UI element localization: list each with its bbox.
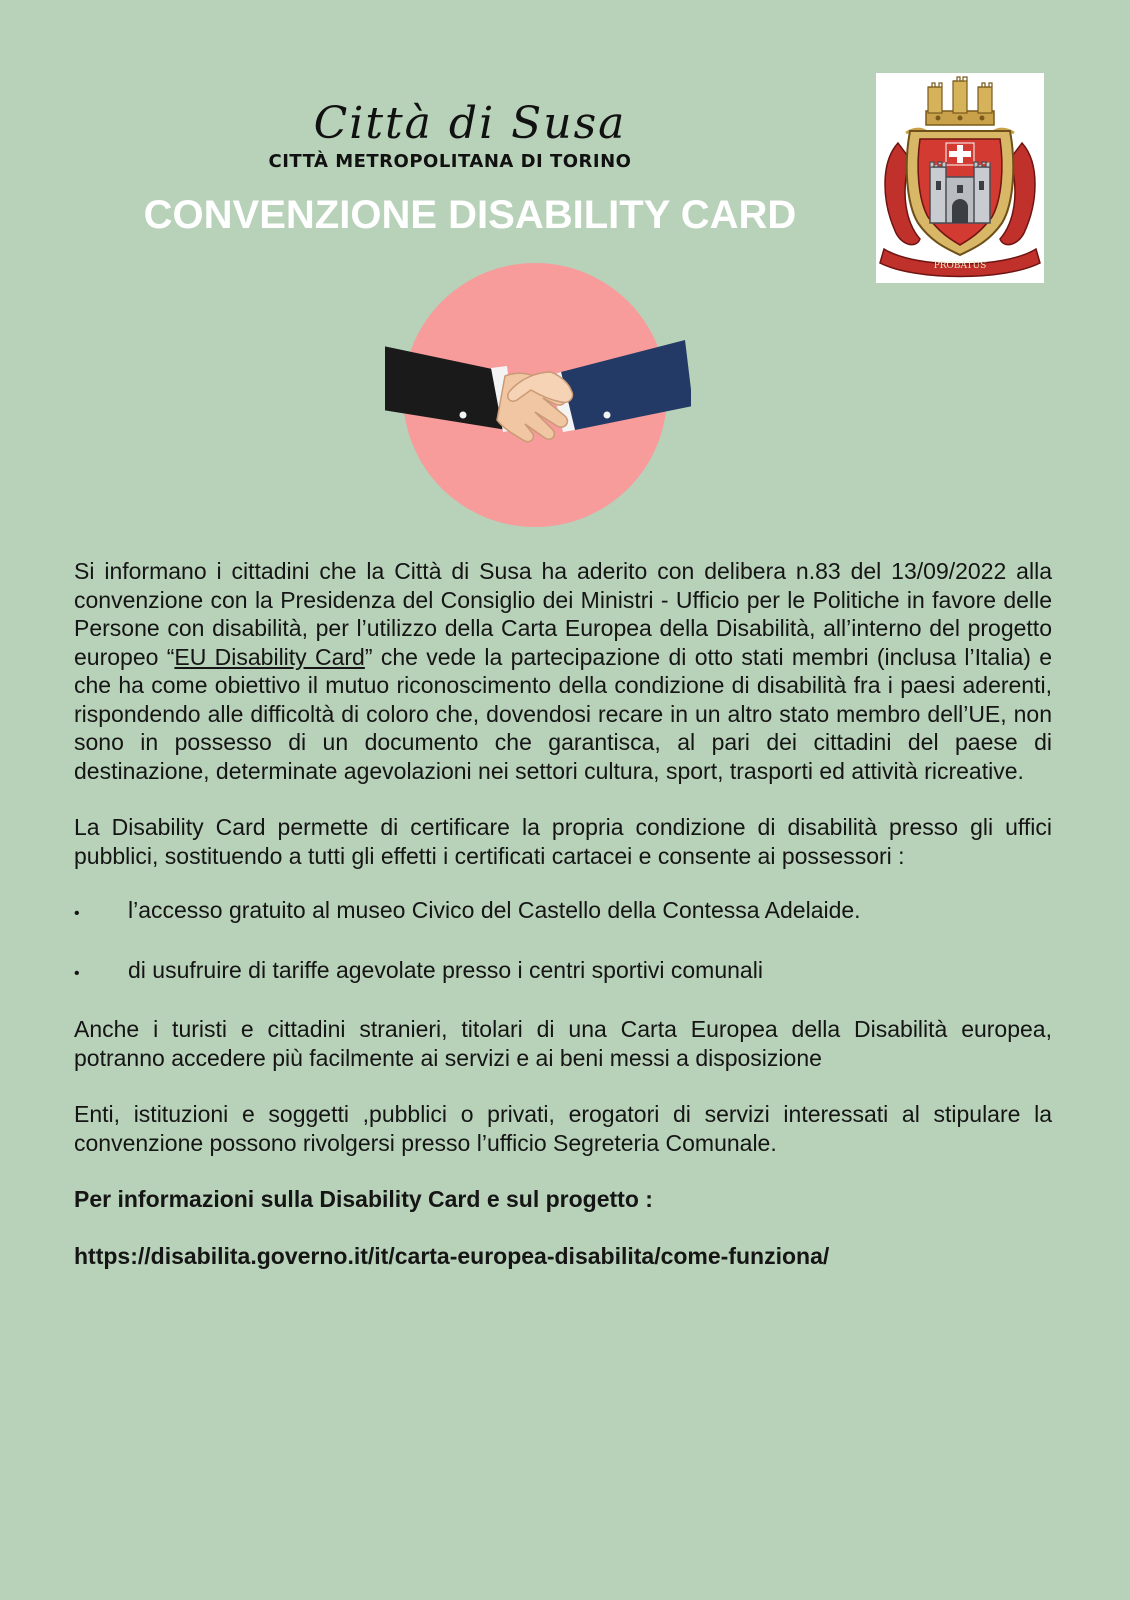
- bullet-icon: •: [74, 905, 80, 922]
- coat-of-arms-icon: [876, 73, 1044, 283]
- intro-paragraph: [74, 557, 1052, 785]
- crest-motto: PROBATUS: [933, 261, 987, 271]
- city-name: Città di Susa: [313, 98, 627, 149]
- list-item-text: di usufruire di tariffe agevolate presso i centri sportivi comunali: [128, 956, 763, 983]
- info-url-link[interactable]: https://disabilita.governo.it/it/carta-europea-disabilita/come-funziona/: [74, 1242, 830, 1269]
- list-item: [74, 956, 1052, 989]
- eu-disability-card-link[interactable]: EU Disability Card: [174, 643, 365, 670]
- list-item-text: l’accesso gratuito al museo Civico del Castello della Contessa Adelaide.: [128, 897, 861, 923]
- metro-name: CITTÀ METROPOLITANA DI TORINO: [268, 151, 632, 172]
- list-item: [74, 896, 1052, 929]
- tourists-paragraph: Anche i turisti e cittadini stranieri, titolari di una Carta Europea della Disabilità europea, potranno accedere più facilmente ai servizi e ai beni messi a disposizione: [74, 1016, 1052, 1071]
- info-heading: Per informazioni sulla Disability Card e sul progetto :: [74, 1186, 653, 1212]
- bullet-icon: •: [74, 964, 80, 982]
- intro-text-before: Si informano i cittadini che la Città di Susa ha aderito con delibera n.83 del 13/09/2022 alla convenzione con la Presidenza del Consiglio dei Ministri - Ufficio per le Politiche in favore delle Persone con disabilità, per l’utilizzo della Carta Europea della Disabilità, all’interno del progetto europeo “: [74, 558, 1052, 670]
- page-title: CONVENZIONE DISABILITY CARD: [143, 193, 797, 237]
- handshake-icon: [385, 260, 691, 530]
- notice-body: [74, 557, 1052, 1270]
- card-benefits-paragraph: La Disability Card permette di certificare la propria condizione di disabilità presso gli uffici pubblici, sostituendo a tutti gli effetti i certificati cartacei e consente ai possessori :: [74, 814, 1052, 869]
- institutions-paragraph: Enti, istituzioni e soggetti ,pubblici o privati, erogatori di servizi interessati al stipulare la convenzione possono rivolgersi presso l’ufficio Segreteria Comunale.: [74, 1101, 1052, 1156]
- intro-text-after: ” che vede la partecipazione di otto stati membri (inclusa l’Italia) e che ha come obiettivo il mutuo riconoscimento della condizione di disabilità fra i paesi aderenti, rispondendo alle difficoltà di coloro che, dovendosi recare in un altro stato membro dell’UE, non sono in possesso di un documento che garantisca, al pari dei cittadini del paese di destinazione, determinate agevolazioni nei settori cultura, sport, trasporti ed attività ricreative.: [74, 643, 1052, 784]
- letterhead: [100, 96, 840, 172]
